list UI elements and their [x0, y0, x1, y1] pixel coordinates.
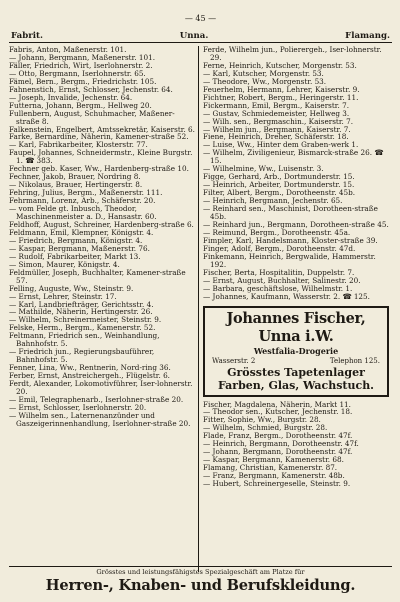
directory-entry: Fehrmann, Lorenz, Arb., Schäferstr. 20. — [9, 196, 156, 206]
directory-entry: — Nikolaus, Brauer, Hertingerstr. 8. — [9, 180, 143, 190]
directory-entry: Fenner, Lina, Ww., Rentnerin, Nord-ring 36. — [9, 363, 171, 373]
directory-entry: — Emil, Telegraphenarb., Iserlohner-straße 20. — [9, 394, 184, 404]
directory-entry: Fechner, Jakob, Brauer, Nordring 8. — [9, 172, 141, 182]
directory-entry: — Karl, Landbriefträger, Gerichtsstr. 4. — [9, 299, 154, 309]
ad-contact-row — [208, 356, 384, 366]
directory-entry: Fäller, Friedrich, Wirt, Iserlohnerstr. 2. — [9, 60, 153, 70]
right-entries-top — [203, 46, 392, 301]
directory-entry: Figge, Gerhard, Arb., Dortmunderstr. 15. — [203, 172, 355, 182]
right-column — [199, 46, 392, 572]
directory-entry: — Johann, Bergmann, Maßenerstr. 101. — [9, 52, 155, 62]
directory-entry: Filter, Albert, Bergm., Dorotheenstr. 45b. — [203, 188, 356, 198]
directory-entry: Fischer, Magdalena, Näherin, Markt 11. — [203, 399, 351, 409]
directory-entry: — Mathilde, Näherin, Hertingerstr. 26. — [9, 307, 153, 317]
footer-headline: Herren-, Knaben- und Berufskleidung. — [45, 577, 356, 594]
directory-entry: — Luise, Ww., Hinter dem Graben-werk 1. — [203, 140, 359, 150]
running-head-right: Flamang. — [345, 31, 390, 41]
directory-entry: Fitter, Sophie, Ww., Burgstr. 28. — [203, 415, 321, 425]
directory-entry: — Wilhelm jun., Bergmann, Kaiserstr. 7. — [203, 124, 351, 134]
directory-entry: — Johannes, Kaufmann, Wasserstr. 2. ☎ 125. — [203, 291, 370, 301]
right-entries-bottom — [203, 401, 392, 488]
directory-entry: — Wilhelm sen., Laternenanzünder und Gaszeigerinnenhandlung, Iserlohner-straße 20. — [9, 410, 191, 428]
directory-entry: — Hubert, Schreinergeselle, Steinstr. 9. — [203, 479, 351, 489]
ad-subtitle: Westfalia-Drogerie — [253, 345, 339, 356]
directory-entry: Fabris, Anton, Maßenerstr. 101. — [9, 46, 127, 54]
directory-entry: — Heinrich, Arbeiter, Dortmunderstr. 15. — [203, 180, 355, 190]
directory-entry: — Kaspar, Bergmann, Kamenerstr. 68. — [203, 455, 344, 465]
directory-entry: — Heinrich, Bergmann, Dorotheenstr. 47f. — [203, 439, 359, 449]
directory-entry: — Franz, Bergmann, Kamenerstr. 48b. — [203, 471, 345, 481]
directory-entry: — Gustav, Schmiedemeister, Hellweg 3. — [203, 108, 350, 118]
directory-entry: Futterna, Johann, Bergm., Hellweg 20. — [9, 100, 152, 110]
directory-entry: Fickermann, Emil, Bergm., Kaiserstr. 7. — [203, 100, 349, 110]
directory-entry: — Karl, Kutscher, Morgenstr. 53. — [203, 68, 324, 78]
directory-entry: — Joseph, Invalide, Jechenstr. 64. — [9, 92, 133, 102]
directory-entry: Farke, Bernardine, Näherin, Kamener-straße 52. — [9, 132, 189, 142]
directory-entry: — Wilhelm, Ziviligenieur, Bismarck-straße 26. ☎ 15. — [203, 148, 384, 166]
directory-entry: — Ernst, August, Buchhalter, Salinestr. 20. — [203, 275, 361, 285]
left-column — [9, 46, 199, 572]
directory-entry: Felling, Auguste, Ww., Steinstr. 9. — [9, 283, 134, 293]
directory-entry: Fechner geb. Kaser, Ww., Hardenberg-straße 10. — [9, 164, 189, 174]
directory-entry: Feldhoff, August, Schreiner, Hardenberg-straße 6. — [9, 219, 194, 229]
directory-entry: — Reinhard jun., Bergmann, Dorotheen-straße 45. — [203, 219, 389, 229]
directory-entry: Fullenbern, August, Schuhmacher, Maßener-straße 8. — [9, 108, 175, 126]
directory-entry: — Rudolf, Fabrikarbeiter, Markt 13. — [9, 251, 141, 261]
directory-entry: Feldmüller, Joseph, Buchhalter, Kamener-straße 57. — [9, 267, 186, 285]
directory-entry: — Heinrich, Bergmann, Jechenstr. 65. — [203, 196, 343, 206]
directory-entry: Finkemann, Heinrich, Bergwalide, Hammerstr. 192. — [203, 251, 376, 269]
directory-entry: — Ernst, Schlosser, Iserlohnerstr. 20. — [9, 402, 147, 412]
directory-entry: — Ernst, Lehrer, Steinstr. 17. — [9, 291, 117, 301]
directory-entry: Fichtner, Robert, Bergm., Heringerstr. 11. — [203, 92, 359, 102]
directory-entry: Faupel, Johannes, Schneidermstr., Kleine Burgstr. 1. ☎ 383. — [9, 148, 193, 166]
directory-entry: — Otto, Bergmann, Iserlohnerstr. 65. — [9, 68, 146, 78]
directory-entry: — Karl, Fabrikarbeiter, Klosterstr. 77. — [9, 140, 148, 150]
directory-entry: Fiene, Heinrich, Dreher, Schäferstr. 18. — [203, 132, 349, 142]
directory-entry: Feldmann, Emil, Klempner, Königstr. 4. — [9, 227, 154, 237]
ad-phone: Telephon 125. — [329, 356, 380, 365]
footer-advertisement — [9, 566, 392, 594]
running-head-center: Unna. — [179, 31, 209, 41]
running-head — [9, 26, 392, 43]
directory-entry: — vom Felde gt. Inbusch, Theodor, Maschinenmeister a. D., Hansastr. 60. — [9, 204, 157, 222]
directory-entry: Ferdt, Alexander, Lokomotivführer, Iser-lohnerstr. 20. — [9, 379, 193, 396]
directory-entry: — Kaspar, Bergmann, Maßenerstr. 76. — [9, 243, 150, 253]
directory-entry: Fimpler, Karl, Handelsmann, Kloster-straße 39. — [203, 235, 378, 245]
directory-entry: — Barbara, geschäftslose, Wilhelmstr. 1. — [203, 283, 353, 293]
directory-entry: — Wilh. sen., Bergmaschin., Kaiserstr. 7. — [203, 116, 354, 126]
directory-entry: Fahnenstich, Ernst, Schlosser, Jechenstr. 64. — [9, 84, 173, 94]
ad-address: Wasserstr. 2 — [212, 356, 256, 365]
directory-entry: — Friedrich, Bergmann, Königstr. 4. — [9, 235, 143, 245]
footer-tagline: Grösstes und leistungsfähigstes Spezialgeschäft am Platze für — [96, 568, 305, 576]
directory-entry: Feltmann, Friedrich sen., Weinhandlung, Bahnhofstr. 5. — [9, 331, 160, 349]
directory-entry: — Theodor sen., Kutscher, Jechenstr. 18. — [203, 407, 353, 417]
directory-entry: — Wilhelmine, Ww., Luisenstr. 3. — [203, 164, 324, 174]
directory-entry: Felske, Herm., Bergm., Kamenerstr. 52. — [9, 323, 156, 333]
directory-entry: — Simon, Maurer, Königstr. 4. — [9, 259, 120, 269]
directory-entry: Ferber, Ernst, Anstreichergeh., Flügelstr. 6. — [9, 371, 170, 381]
directory-entry: Ferne, Heinrich, Kutscher, Morgenstr. 53. — [203, 60, 357, 70]
ad-line-1: Grösstes Tapetenlager — [227, 365, 365, 379]
directory-entry: Flamang, Christian, Kamenerstr. 87. — [203, 463, 338, 473]
directory-entry: Finger, Adolf, Bergm., Dorotheenstr. 47d. — [203, 243, 356, 253]
directory-entry: Feuerhelm, Hermann, Lehrer, Kaiserstr. 9. — [203, 84, 360, 94]
directory-entry: Flade, Franz, Bergm., Dorotheenstr. 47f. — [203, 431, 353, 441]
directory-entry: Fischer, Berta, Hospitalitin, Duppelstr. 7. — [203, 267, 355, 277]
directory-entry: — Friedrich jun., Regierungsbauführer, Bahnhofstr. 5. — [9, 347, 155, 365]
advertisement-box — [203, 306, 389, 397]
directory-entry: Fämel, Bern., Bergm., Friedrichstr. 105. — [9, 76, 157, 86]
directory-entry: — Theodore, Ww., Morgenstr. 53. — [203, 76, 327, 86]
directory-entry: — Wilhelm, Schreinermeister, Steinstr. 9. — [9, 315, 162, 325]
directory-entry: Falkenstein, Engelbert, Amtssekretär, Kaiserstr. 6. — [9, 124, 195, 134]
directory-entry: — Reinhard sen., Maschinist, Dorotheen-straße 45b. — [203, 204, 378, 222]
directory-entry: — Johann, Bergmann, Dorotheenstr. 47f. — [203, 447, 353, 457]
running-head-left: Fabrit. — [11, 31, 43, 41]
directory-entry: Ferde, Wilhelm jun., Polierergeh., Iser-lohnerstr. 29. — [203, 46, 382, 62]
directory-entry: — Wilhelm, Schmied, Burgstr. 28. — [203, 423, 328, 433]
directory-entry: — Reimund, Bergm., Dorotheenstr. 45a. — [203, 227, 351, 237]
ad-line-2: Farben, Glas, Wachstuch. — [217, 378, 375, 392]
ad-company-name: Johannes Fischer, Unna i.W. — [226, 309, 366, 345]
entry-columns — [9, 46, 392, 572]
page-number: — 45 — — [184, 14, 217, 23]
directory-entry: Fehring, Julius, Bergm., Maßenerstr. 111. — [9, 188, 163, 198]
